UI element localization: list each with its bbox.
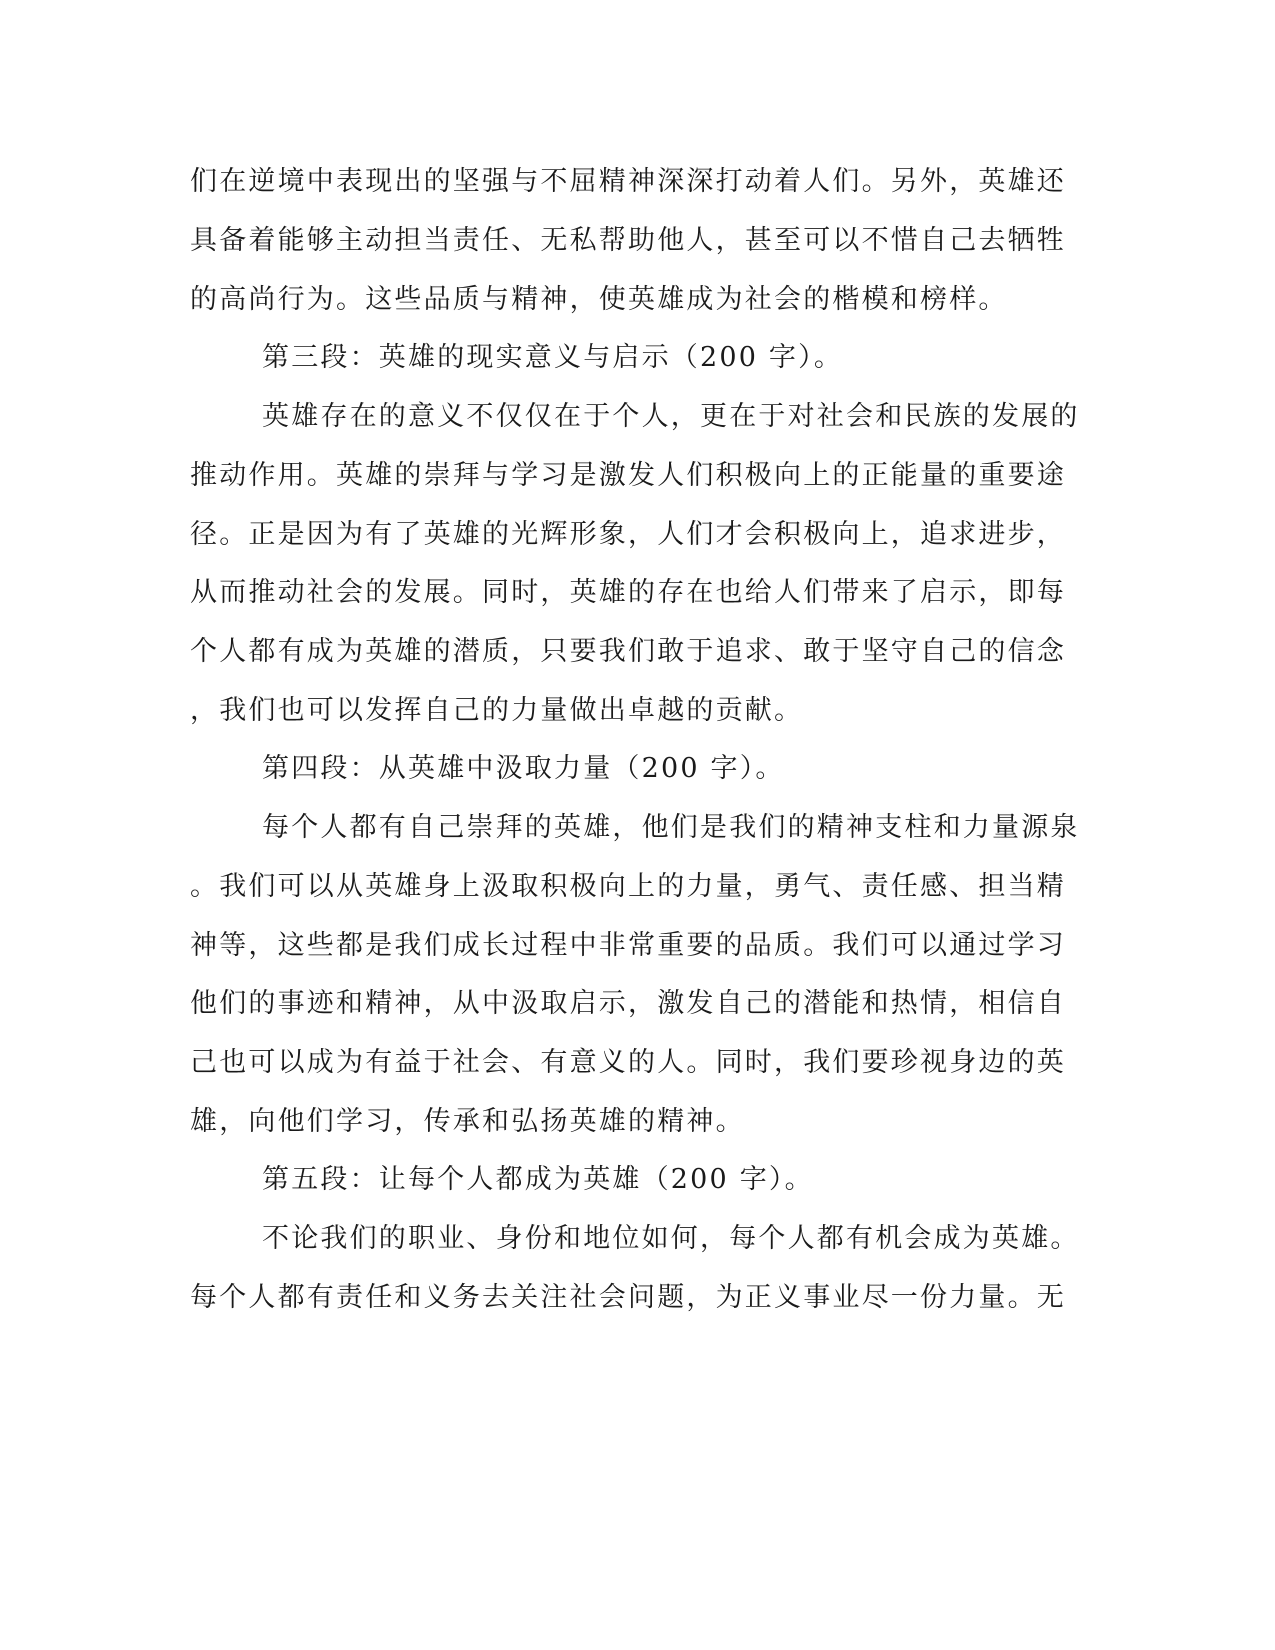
text-line: 推动作用。英雄的崇拜与学习是激发人们积极向上的正能量的重要途 [190, 460, 1066, 491]
text-line: 具备着能够主动担当责任、无私帮助他人，甚至可以不惜自己去牺牲 [190, 225, 1066, 256]
text-line: 英雄存在的意义不仅仅在于个人，更在于对社会和民族的发展的 [262, 401, 1080, 432]
text-line: 己也可以成为有益于社会、有意义的人。同时，我们要珍视身边的英 [190, 1047, 1066, 1078]
text-line: 们在逆境中表现出的坚强与不屈精神深深打动着人们。另外，英雄还 [190, 166, 1066, 197]
text-line: ，我们也可以发挥自己的力量做出卓越的贡献。 [190, 695, 804, 726]
text-line: 从而推动社会的发展。同时，英雄的存在也给人们带来了启示，即每 [190, 577, 1066, 608]
text-line: 。我们可以从英雄身上汲取积极向上的力量，勇气、责任感、担当精 [190, 871, 1066, 902]
text-line: 个人都有成为英雄的潜质，只要我们敢于追求、敢于坚守自己的信念 [190, 636, 1066, 667]
text-line: 雄，向他们学习，传承和弘扬英雄的精神。 [190, 1106, 745, 1137]
section-heading-4: 第四段：从英雄中汲取力量（200 字）。 [262, 753, 785, 784]
text-line: 的高尚行为。这些品质与精神，使英雄成为社会的楷模和榜样。 [190, 284, 1008, 315]
text-line: 神等，这些都是我们成长过程中非常重要的品质。我们可以通过学习 [190, 930, 1066, 961]
text-line: 径。正是因为有了英雄的光辉形象，人们才会积极向上，追求进步， [190, 519, 1066, 550]
section-heading-5: 第五段：让每个人都成为英雄（200 字）。 [262, 1164, 814, 1195]
text-line: 每个人都有责任和义务去关注社会问题，为正义事业尽一份力量。无 [190, 1282, 1066, 1313]
text-line: 不论我们的职业、身份和地位如何，每个人都有机会成为英雄。 [262, 1223, 1080, 1254]
text-line: 他们的事迹和精神，从中汲取启示，激发自己的潜能和热情，相信自 [190, 988, 1066, 1019]
section-heading-3: 第三段：英雄的现实意义与启示（200 字）。 [262, 342, 844, 373]
text-line: 每个人都有自己崇拜的英雄，他们是我们的精神支柱和力量源泉 [262, 812, 1080, 843]
